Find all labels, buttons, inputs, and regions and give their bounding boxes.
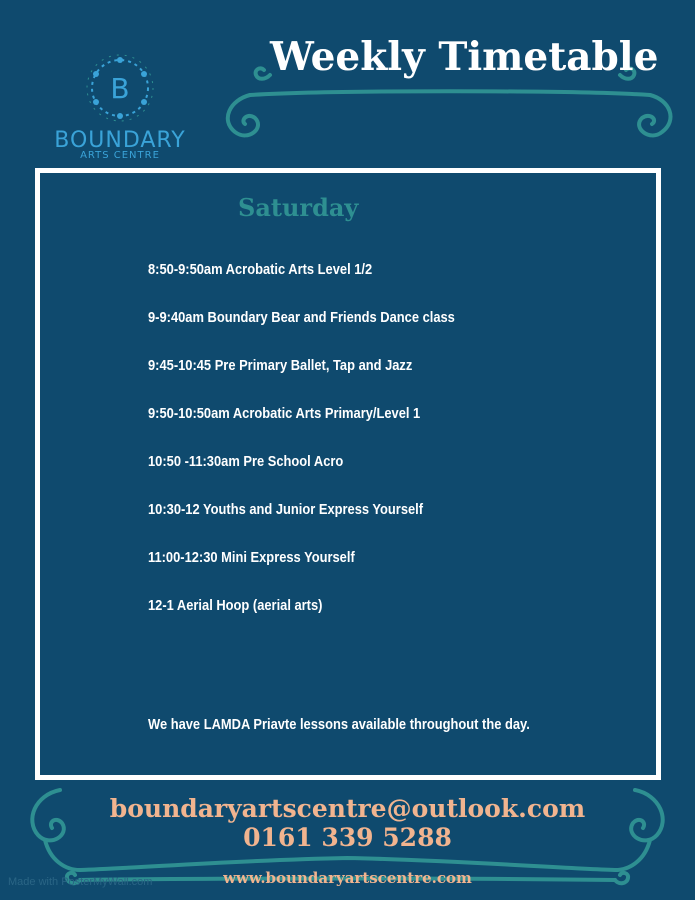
class-item: 9-9:40am Boundary Bear and Friends Dance class <box>148 309 455 326</box>
class-item: 9:45-10:45 Pre Primary Ballet, Tap and Jazz <box>148 357 413 374</box>
lessons-note: We have LAMDA Priavte lessons available throughout the day. <box>148 716 530 733</box>
class-item: 10:30-12 Youths and Junior Express Yourself <box>148 501 424 518</box>
brand-subtitle: ARTS CENTRE <box>80 150 160 161</box>
class-list <box>148 261 505 645</box>
class-item: 10:50 -11:30am Pre School Acro <box>148 453 344 470</box>
class-item: 12-1 Aerial Hoop (aerial arts) <box>148 597 323 614</box>
class-item: 11:00-12:30 Mini Express Yourself <box>148 549 355 566</box>
contact-phone[interactable]: 0161 339 5288 <box>243 823 452 852</box>
page-title: Weekly Timetable <box>270 34 659 80</box>
watermark: Made with PosterMyWall.com <box>8 876 153 888</box>
timetable-panel <box>35 168 661 780</box>
class-item: 9:50-10:50am Acrobatic Arts Primary/Level 1 <box>148 405 421 422</box>
website-link[interactable]: www.boundaryartscentre.com <box>223 869 472 887</box>
contact-email[interactable]: boundaryartscentre@outlook.com <box>109 794 586 823</box>
day-heading: Saturday <box>238 193 359 222</box>
class-item: 8:50-9:50am Acrobatic Arts Level 1/2 <box>148 261 373 278</box>
brand-logo <box>50 50 190 165</box>
logo-letter: B <box>110 72 130 105</box>
brand-name: BOUNDARY <box>54 128 186 153</box>
logo-wreath-icon <box>82 50 158 126</box>
